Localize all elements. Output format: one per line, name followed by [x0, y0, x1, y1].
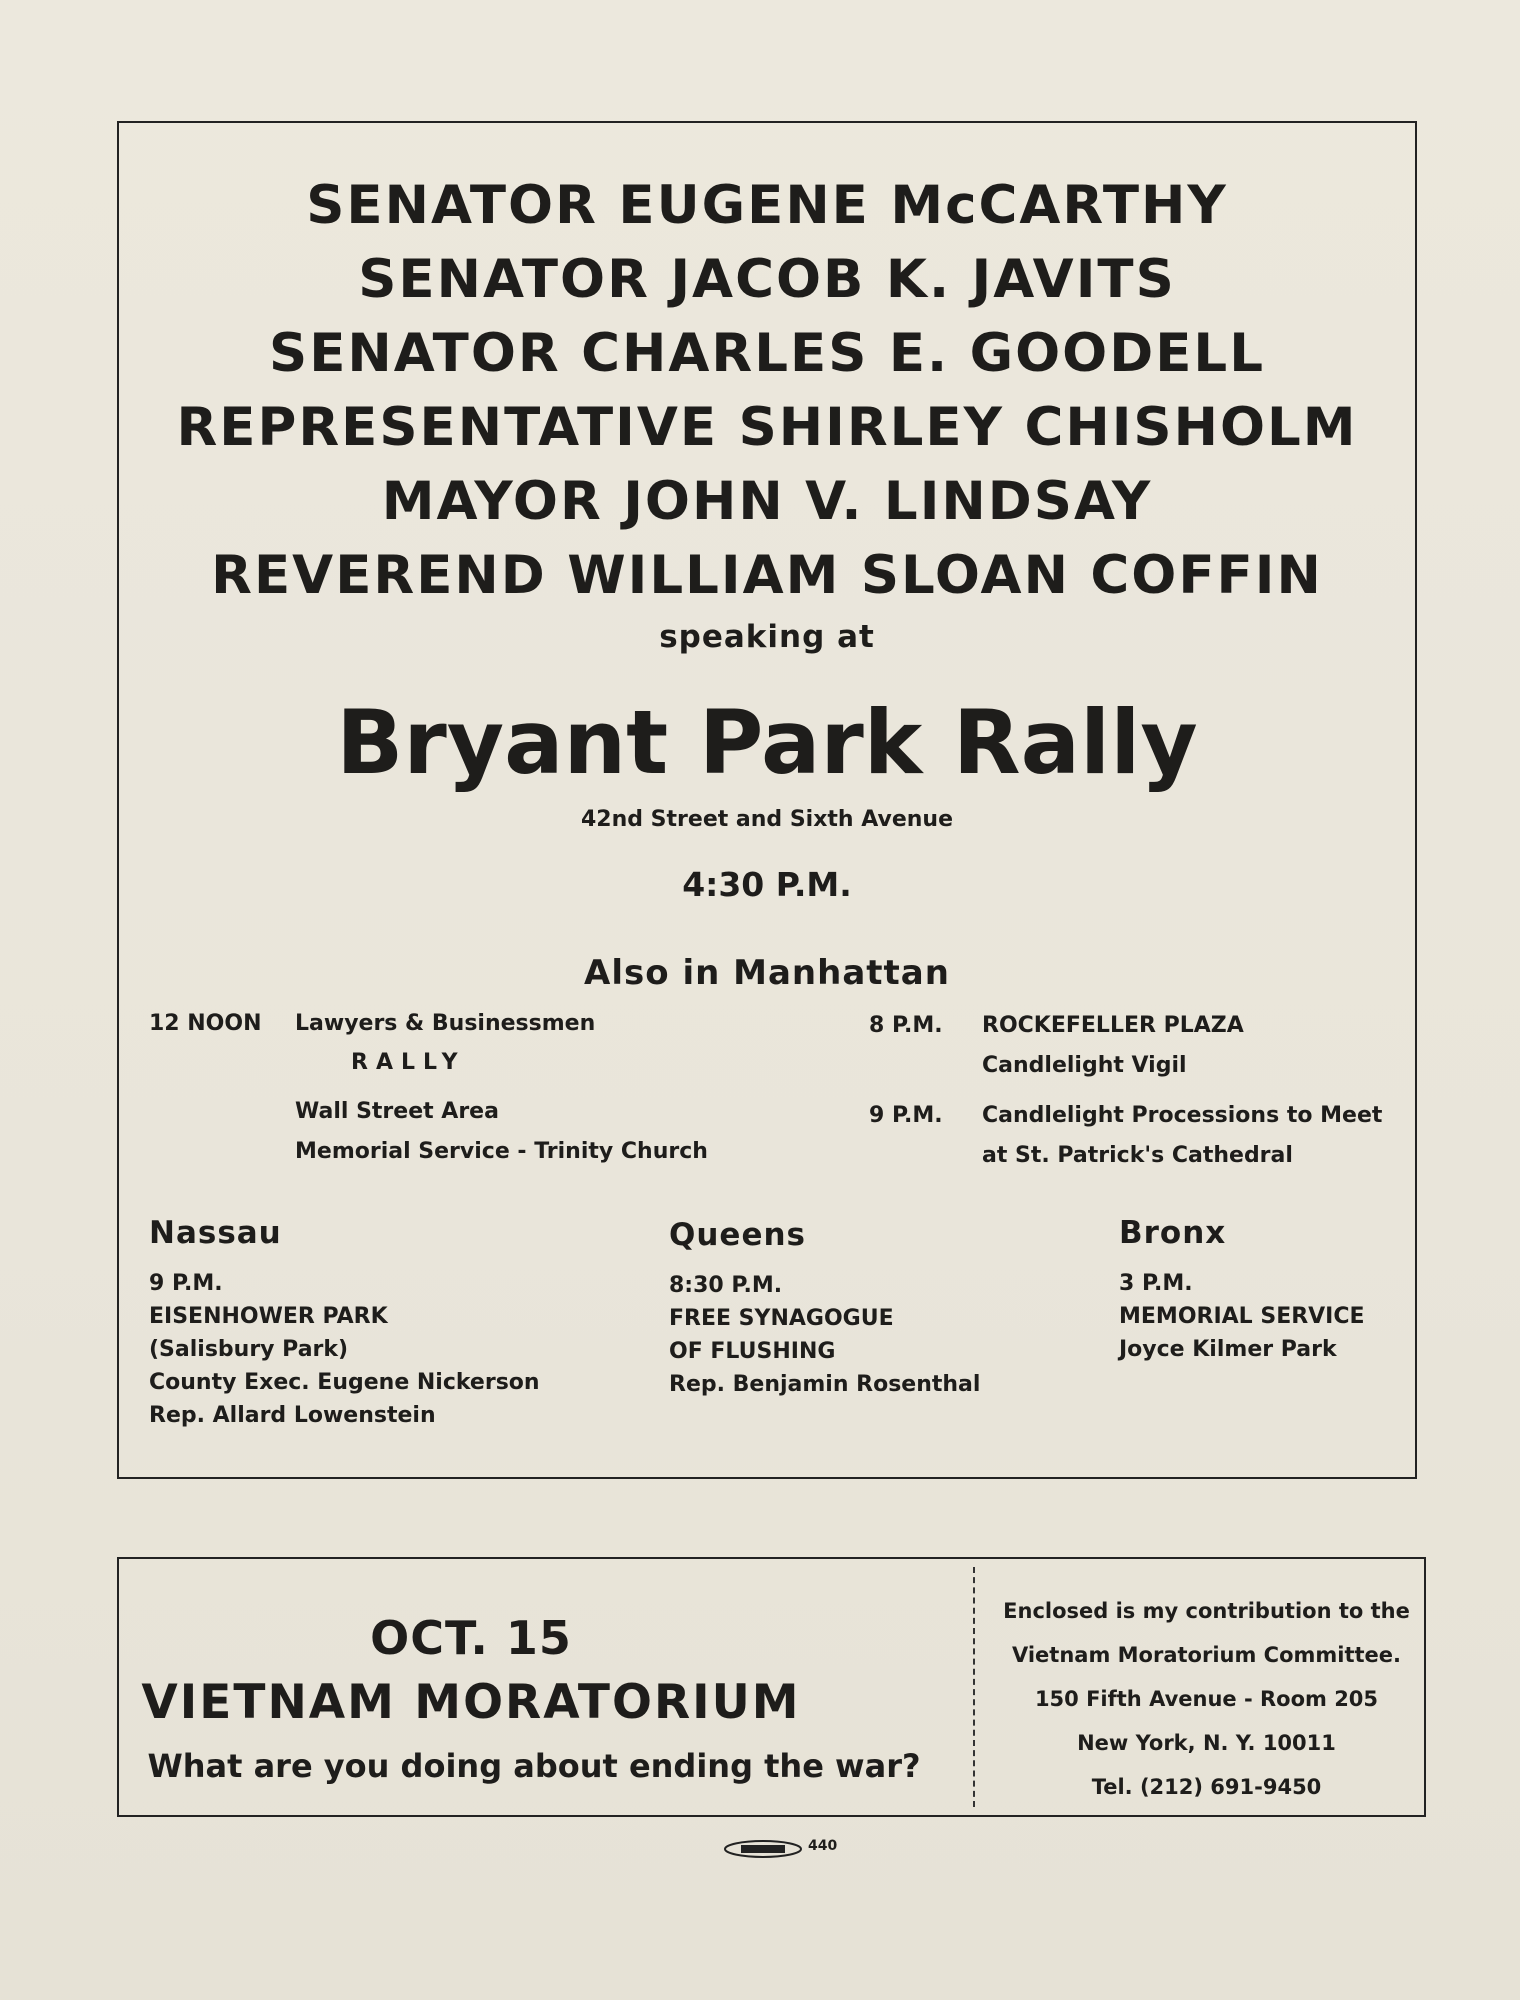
nassau-line: Rep. Allard Lowenstein — [149, 1403, 436, 1428]
speaker-name: REPRESENTATIVE SHIRLEY CHISHOLM — [176, 397, 1358, 458]
nassau-line: EISENHOWER PARK — [149, 1304, 388, 1329]
moratorium-box — [117, 1557, 1426, 1817]
contribution-line: 150 Fifth Avenue - Room 205 — [1034, 1687, 1379, 1711]
nassau-line: (Salisbury Park) — [149, 1337, 349, 1362]
queens-details — [669, 1269, 980, 1401]
manhattan-noon-time: 12 NOON — [149, 1011, 262, 1036]
speaker-name: MAYOR JOHN V. LINDSAY — [381, 471, 1153, 532]
speaker-name: SENATOR JACOB K. JAVITS — [358, 249, 1176, 310]
moratorium-date: OCT. 15 — [370, 1611, 572, 1665]
contribution-line: Vietnam Moratorium Committee. — [1011, 1643, 1402, 1667]
queens-heading: Queens — [669, 1217, 806, 1253]
rally-announcement-box — [117, 121, 1417, 1479]
manhattan-noon-area: Wall Street Area — [295, 1099, 499, 1124]
nassau-details — [149, 1267, 540, 1432]
speaker-name: SENATOR EUGENE McCARTHY — [306, 175, 1228, 236]
manhattan-heading: Also in Manhattan — [584, 953, 950, 993]
rally-time: 4:30 P.M. — [682, 865, 852, 904]
contribution-coupon — [989, 1589, 1424, 1809]
coupon-divider — [973, 1567, 975, 1807]
print-number: 440 — [808, 1838, 838, 1854]
bronx-line: Joyce Kilmer Park — [1119, 1337, 1337, 1362]
nassau-line: County Exec. Eugene Nickerson — [149, 1370, 540, 1395]
contribution-line: Enclosed is my contribution to the — [1003, 1599, 1410, 1623]
manhattan-noon-service: Memorial Service - Trinity Church — [295, 1139, 708, 1164]
speaker-name: SENATOR CHARLES E. GOODELL — [269, 323, 1265, 384]
contribution-line: Tel. (212) 691-9450 — [1091, 1775, 1322, 1799]
speaking-at-label: speaking at — [659, 619, 875, 655]
bronx-line: 3 P.M. — [1119, 1271, 1193, 1296]
bronx-details — [1119, 1267, 1365, 1366]
speaker-list — [119, 169, 1415, 613]
bronx-heading: Bronx — [1119, 1215, 1227, 1251]
rally-location: 42nd Street and Sixth Avenue — [581, 807, 953, 832]
rally-title: Bryant Park Rally — [336, 691, 1198, 794]
union-label-icon — [723, 1839, 803, 1859]
speaker-name: REVEREND WILLIAM SLOAN COFFIN — [211, 545, 1323, 606]
nassau-line: 9 P.M. — [149, 1271, 223, 1296]
manhattan-9pm-event: Candlelight Processions to Meet — [982, 1103, 1383, 1128]
contribution-line: New York, N. Y. 10011 — [1077, 1731, 1336, 1755]
moratorium-title: VIETNAM MORATORIUM — [141, 1675, 801, 1730]
manhattan-9pm-place: at St. Patrick's Cathedral — [982, 1143, 1293, 1168]
manhattan-8pm-event: Candlelight Vigil — [982, 1053, 1187, 1078]
manhattan-noon-rally: RALLY — [351, 1050, 466, 1075]
manhattan-8pm-place: ROCKEFELLER PLAZA — [982, 1013, 1244, 1038]
queens-line: OF FLUSHING — [669, 1339, 836, 1364]
queens-line: 8:30 P.M. — [669, 1273, 783, 1298]
nassau-heading: Nassau — [149, 1215, 282, 1251]
bronx-line: MEMORIAL SERVICE — [1119, 1304, 1365, 1329]
queens-line: FREE SYNAGOGUE — [669, 1306, 894, 1331]
queens-line: Rep. Benjamin Rosenthal — [669, 1372, 981, 1397]
moratorium-question: What are you doing about ending the war? — [147, 1747, 921, 1785]
manhattan-8pm-time: 8 P.M. — [869, 1013, 943, 1038]
manhattan-9pm-time: 9 P.M. — [869, 1103, 943, 1128]
manhattan-noon-event: Lawyers & Businessmen — [295, 1011, 596, 1036]
